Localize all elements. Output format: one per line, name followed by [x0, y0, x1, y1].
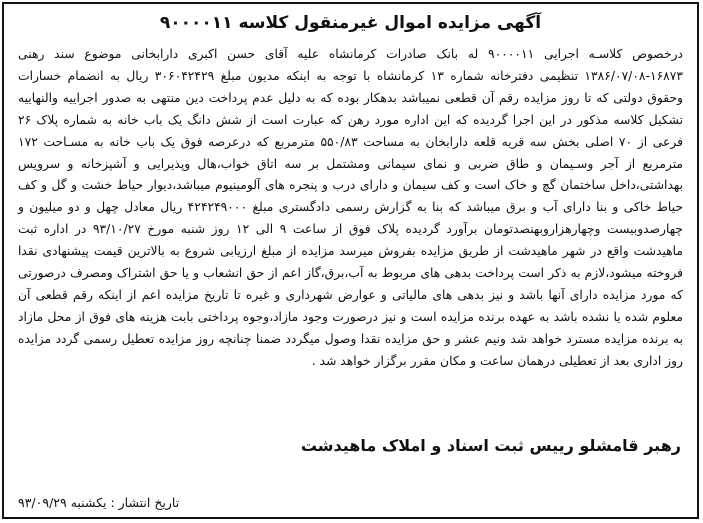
notice-frame: [2, 2, 699, 519]
notice-title: آگهی مزایده اموال غیرمنقول کلاسه ۹۰۰۰۰۱۱: [159, 13, 542, 33]
notice-body: درخصوص کلاسـه اجرایی ۹۰۰۰۰۱۱ له بانک صادرات کرمانشاه علیه آقای حسن اکبری دارابخانی موضوع سند رهنی ۱۶۸۷۳-۱۳۸۶/۰۷/۰۸ تنظیمی دفترخانه شماره ۱۳ کرمانشاه با توجه به اینکه مدیون مبلغ ۳۰۶۰۴۲۴۲۹ ریال به انضمام خسارات وحقوق دولتی که تا روز مزایده رقم آن قطعی نمیباشد بدهکار بوده که به دلیل عدم پرداخت دین منتهی به صدور اجراییه والنهاییه تشکیل کلاسه مذکور در این اجرا گردیده که این اداره مورد رهن که عبارت است از شش دانگ یک باب خانه به شماره پلاک ۲۶ فرعی از ۷۰ اصلی بخش سه قریه قلعه دارابخان به مساحت ۵۵۰/۸۳ مترمربع که درعرصه فوق یک باب خانه به مسـاحت ۱۷۲ مترمربع از آجر وسـیمان و طاق ضربی و نمای سیمانی ومشتمل بر سه اتاق خواب،هال وپذیرایی و آشپزخانه و سرویس بهداشتی،داخل ساختمان گچ و خاک است و کف سیمان و دارای درب و پنجره های آلومینیوم میباشد،دیوار حیاط خشت و گل و کف حیاط خاکی و بنا دارای آب و برق میباشد که بنا به گزارش رسمی دادگستری مبلغ ۴۲۴۲۴۹۰۰۰ ریال معادل چهل و دو میلیون و چهارصدوبیست وچهارهزاروبهنصدتومان برآورد گردیده پلاک فوق از ساعت ۹ الی ۱۲ روز شنبه مورخ ۹۳/۱۰/۲۷ در اداره ثبت ماهیدشت واقع در شهر ماهیدشت از طریق مزایده بفروش میرسد مزایده از مبلغ ارزیابی شروع به بالاترین قیمت پیشنهادی نقدا فروخته میشود،لازم به ذکر است پرداخت بدهی های مربوط به آب،برق،گاز اعم از حق انشعاب و یا حق اشتراک ومصرف درصورتی که مورد مزایده دارای آنها باشد و نیز بدهی های مالیاتی و عوارض شهرداری و غیره تا تاریخ مزایده اعم از اینکه رقم قطعی آن معلوم شده یا نشده باشد به عهده برنده مزایده است و نیز درصورت وجود مازاد،وجوه پرداختی بابت هزینه های فوق از محل مازاد به برنده مزایده مسترد خواهد شد ونیم عشر و حق مزایده نقدا وصول میگردد ضمنا چنانچه روز مزایده تعطیل رسمی گردد مزایده روز اداری بعد از تعطیلی درهمان ساعت و مکان مقرر برگزار خواهد شد .: [18, 47, 683, 368]
publish-date: تاریخ انتشار : یکشنبه ۹۳/۰۹/۲۹: [18, 495, 180, 510]
notice-signature: رهبر قامشلو رییس ثبت اسناد و املاک ماهیدشت: [300, 436, 681, 455]
